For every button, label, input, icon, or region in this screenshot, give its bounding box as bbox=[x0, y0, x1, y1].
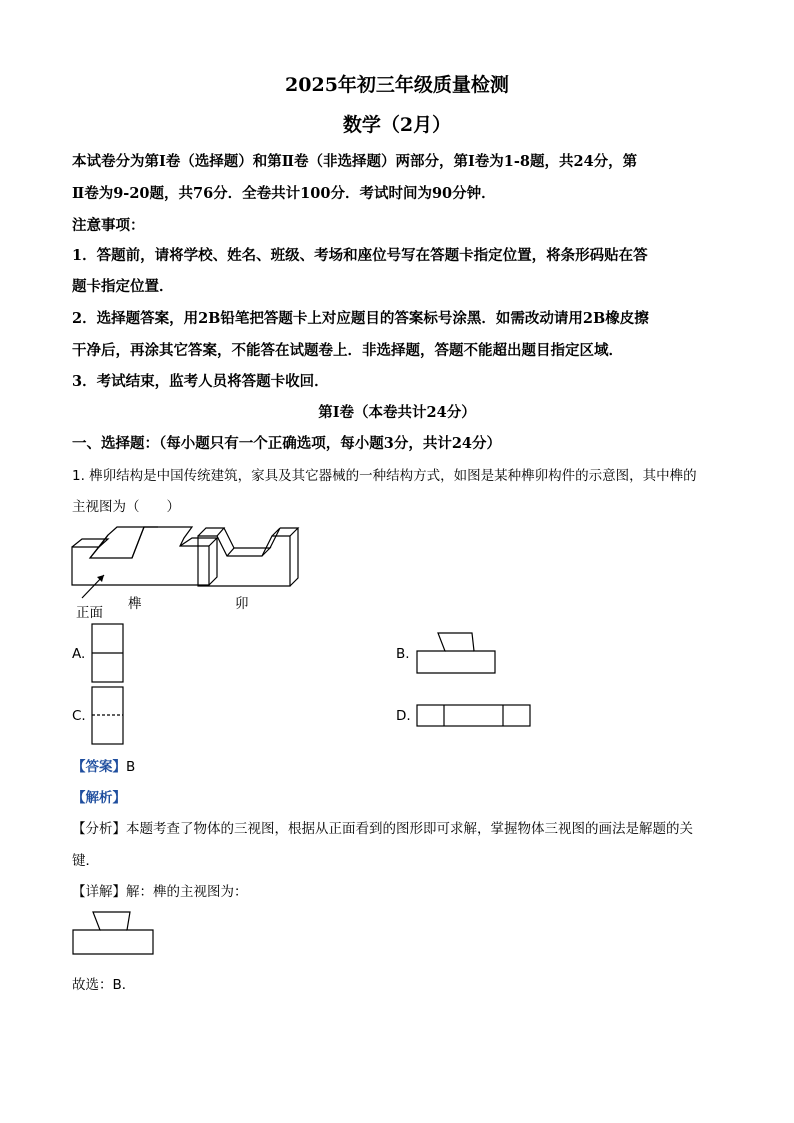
detail-text: 解：榫的主视图为： bbox=[126, 884, 248, 900]
fenxi-tag: 【分析】 bbox=[72, 821, 126, 837]
answer-value: B bbox=[126, 759, 136, 775]
option-d-label[interactable]: D. bbox=[396, 708, 411, 724]
option-a-figure[interactable] bbox=[90, 622, 126, 684]
mortise-label: 卯 bbox=[235, 596, 249, 612]
option-b-figure[interactable] bbox=[414, 630, 500, 678]
front-arrow bbox=[76, 566, 116, 606]
option-d-figure[interactable] bbox=[414, 703, 534, 729]
option-c-label[interactable]: C. bbox=[72, 708, 86, 724]
detail-tag: 【详解】 bbox=[72, 884, 126, 900]
question-1-line-2: 主视图为（ ） bbox=[72, 499, 180, 515]
answer-tag: 【答案】 bbox=[72, 759, 126, 775]
section-heading: 一、选择题：（每小题只有一个正确选项，每小题3分，共计24分） bbox=[72, 435, 502, 452]
option-b-label[interactable]: B. bbox=[396, 646, 410, 662]
intro-line-1: 本试卷分为第Ⅰ卷（选择题）和第Ⅱ卷（非选择题）两部分，第Ⅰ卷为1-8题，共24分，第 bbox=[72, 153, 638, 170]
tenon-label: 榫 bbox=[128, 596, 142, 612]
note-3: 3．考试结束，监考人员将答题卡收回． bbox=[72, 373, 329, 390]
section-title: 第Ⅰ卷（本卷共计24分） bbox=[318, 404, 476, 421]
option-a-label[interactable]: A. bbox=[72, 646, 86, 662]
note-2-line-2: 干净后，再涂其它答案，不能答在试题卷上．非选择题，答题不能超出题目指定区域． bbox=[72, 342, 623, 359]
question-1-line-1: 1. 榫卯结构是中国传统建筑，家具及其它器械的一种结构方式，如图是某种榫卯构件的示意图，其中榫的 bbox=[72, 468, 697, 484]
page-subtitle: 数学（2月） bbox=[342, 114, 452, 136]
note-1-line-2: 题卡指定位置． bbox=[72, 278, 174, 295]
front-label: 正面 bbox=[76, 605, 103, 621]
note-2-line-1: 2．选择题答案，用2B铅笔把答题卡上对应题目的答案标号涂黑．如需改动请用2B橡皮擦 bbox=[72, 310, 649, 327]
mortise-figure bbox=[192, 518, 312, 593]
fenxi-line-1 bbox=[72, 817, 693, 837]
answer-line bbox=[72, 755, 135, 775]
page-title: 2025年初三年级质量检测 bbox=[285, 74, 509, 96]
note-1-line-1: 1．答题前，请将学校、姓名、班级、考场和座位号写在答题卡指定位置，将条形码贴在答 bbox=[72, 247, 648, 264]
intro-line-2: Ⅱ卷为9-20题，共76分．全卷共计100分．考试时间为90分钟． bbox=[72, 185, 496, 202]
solution-figure bbox=[70, 909, 158, 959]
detail-line bbox=[72, 880, 248, 900]
conclusion: 故选：B． bbox=[72, 977, 136, 993]
notes-heading: 注意事项： bbox=[72, 217, 145, 234]
fenxi-line-2: 键． bbox=[72, 853, 99, 869]
option-c-figure[interactable] bbox=[90, 685, 126, 747]
analysis-tag: 【解析】 bbox=[72, 790, 126, 806]
fenxi-text: 本题考查了物体的三视图，根据从正面看到的图形即可求解，掌握物体三视图的画法是解题的关 bbox=[126, 821, 693, 837]
